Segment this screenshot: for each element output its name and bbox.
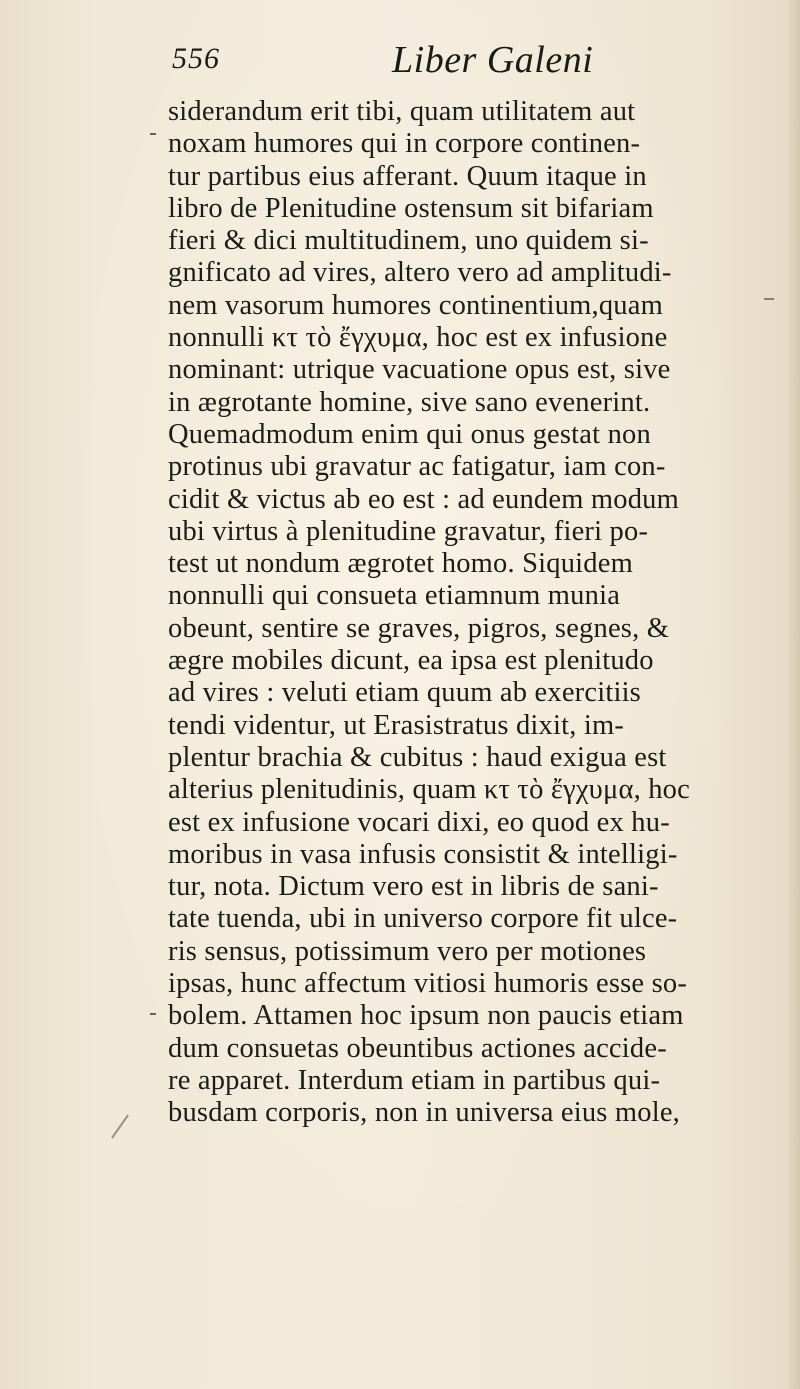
text-line: ris sensus, potissimum vero per motiones bbox=[168, 935, 647, 967]
text-line: bolem. Attamen hoc ipsum non paucis etiam bbox=[168, 1000, 684, 1032]
text-line: tate tuenda, ubi in universo corpore fit ulce- bbox=[168, 903, 678, 935]
text-line: tur partibus eius afferant. Quum itaque in bbox=[168, 160, 647, 192]
text-line: ad vires : veluti etiam quum ab exercitiis bbox=[168, 677, 641, 709]
text-line: obeunt, sentire se graves, pigros, segnes, & bbox=[168, 612, 670, 644]
page-number: 556 bbox=[172, 42, 220, 75]
text-line: alterius plenitudinis, quam κτ τὸ ἔγχυμα, hoc bbox=[168, 774, 690, 806]
text-line: Quemadmodum enim qui onus gestat non bbox=[168, 418, 651, 450]
running-head: Liber Galeni bbox=[392, 39, 594, 81]
text-line: libro de Plenitudine ostensum sit bifariam bbox=[168, 192, 654, 224]
text-line: in ægrotante homine, sive sano evenerint. bbox=[168, 386, 651, 418]
text-line: dum consuetas obeuntibus actiones accide- bbox=[168, 1032, 667, 1064]
text-line: ægre mobiles dicunt, ea ipsa est plenitudo bbox=[168, 645, 654, 677]
text-line: fieri & dici multitudinem, uno quidem si- bbox=[168, 225, 649, 257]
text-line: nominant: utrique vacuatione opus est, sive bbox=[168, 354, 671, 386]
pencil-mark bbox=[111, 1114, 129, 1138]
text-line: est ex infusione vocari dixi, eo quod ex hu- bbox=[168, 806, 670, 838]
text-line: plentur brachia & cubitus : haud exigua est bbox=[168, 741, 667, 773]
margin-mark bbox=[150, 1013, 156, 1015]
text-line: nonnulli κτ τὸ ἔγχυμα, hoc est ex infusione bbox=[168, 322, 668, 354]
text-line: moribus in vasa infusis consistit & intelligi- bbox=[168, 838, 678, 870]
page-header bbox=[0, 38, 800, 98]
body-text bbox=[168, 96, 798, 1130]
text-line: siderandum erit tibi, quam utilitatem aut bbox=[168, 96, 636, 127]
text-line: tendi videntur, ut Erasistratus dixit, im- bbox=[168, 709, 625, 741]
text-line: cidit & victus ab eo est : ad eundem modum bbox=[168, 483, 680, 515]
margin-mark bbox=[150, 133, 156, 135]
text-line: tur, nota. Dictum vero est in libris de sani- bbox=[168, 871, 659, 903]
text-line: re apparet. Interdum etiam in partibus qui- bbox=[168, 1064, 661, 1096]
text-line: ipsas, hunc affectum vitiosi humoris esse so- bbox=[168, 968, 688, 1000]
text-line: test ut nondum ægrotet homo. Siquidem bbox=[168, 548, 633, 580]
text-line: gnificato ad vires, altero vero ad amplitudi- bbox=[168, 257, 672, 289]
text-line: ubi virtus à plenitudine gravatur, fieri po- bbox=[168, 515, 649, 547]
text-line: busdam corporis, non in universa eius mole, bbox=[168, 1097, 681, 1129]
text-line: protinus ubi gravatur ac fatigatur, iam con- bbox=[168, 451, 666, 483]
text-line: nem vasorum humores continentium,quam bbox=[168, 289, 663, 321]
text-line: nonnulli qui consueta etiamnum munia bbox=[168, 580, 621, 612]
text-line: noxam humores qui in corpore continen- bbox=[168, 128, 641, 160]
